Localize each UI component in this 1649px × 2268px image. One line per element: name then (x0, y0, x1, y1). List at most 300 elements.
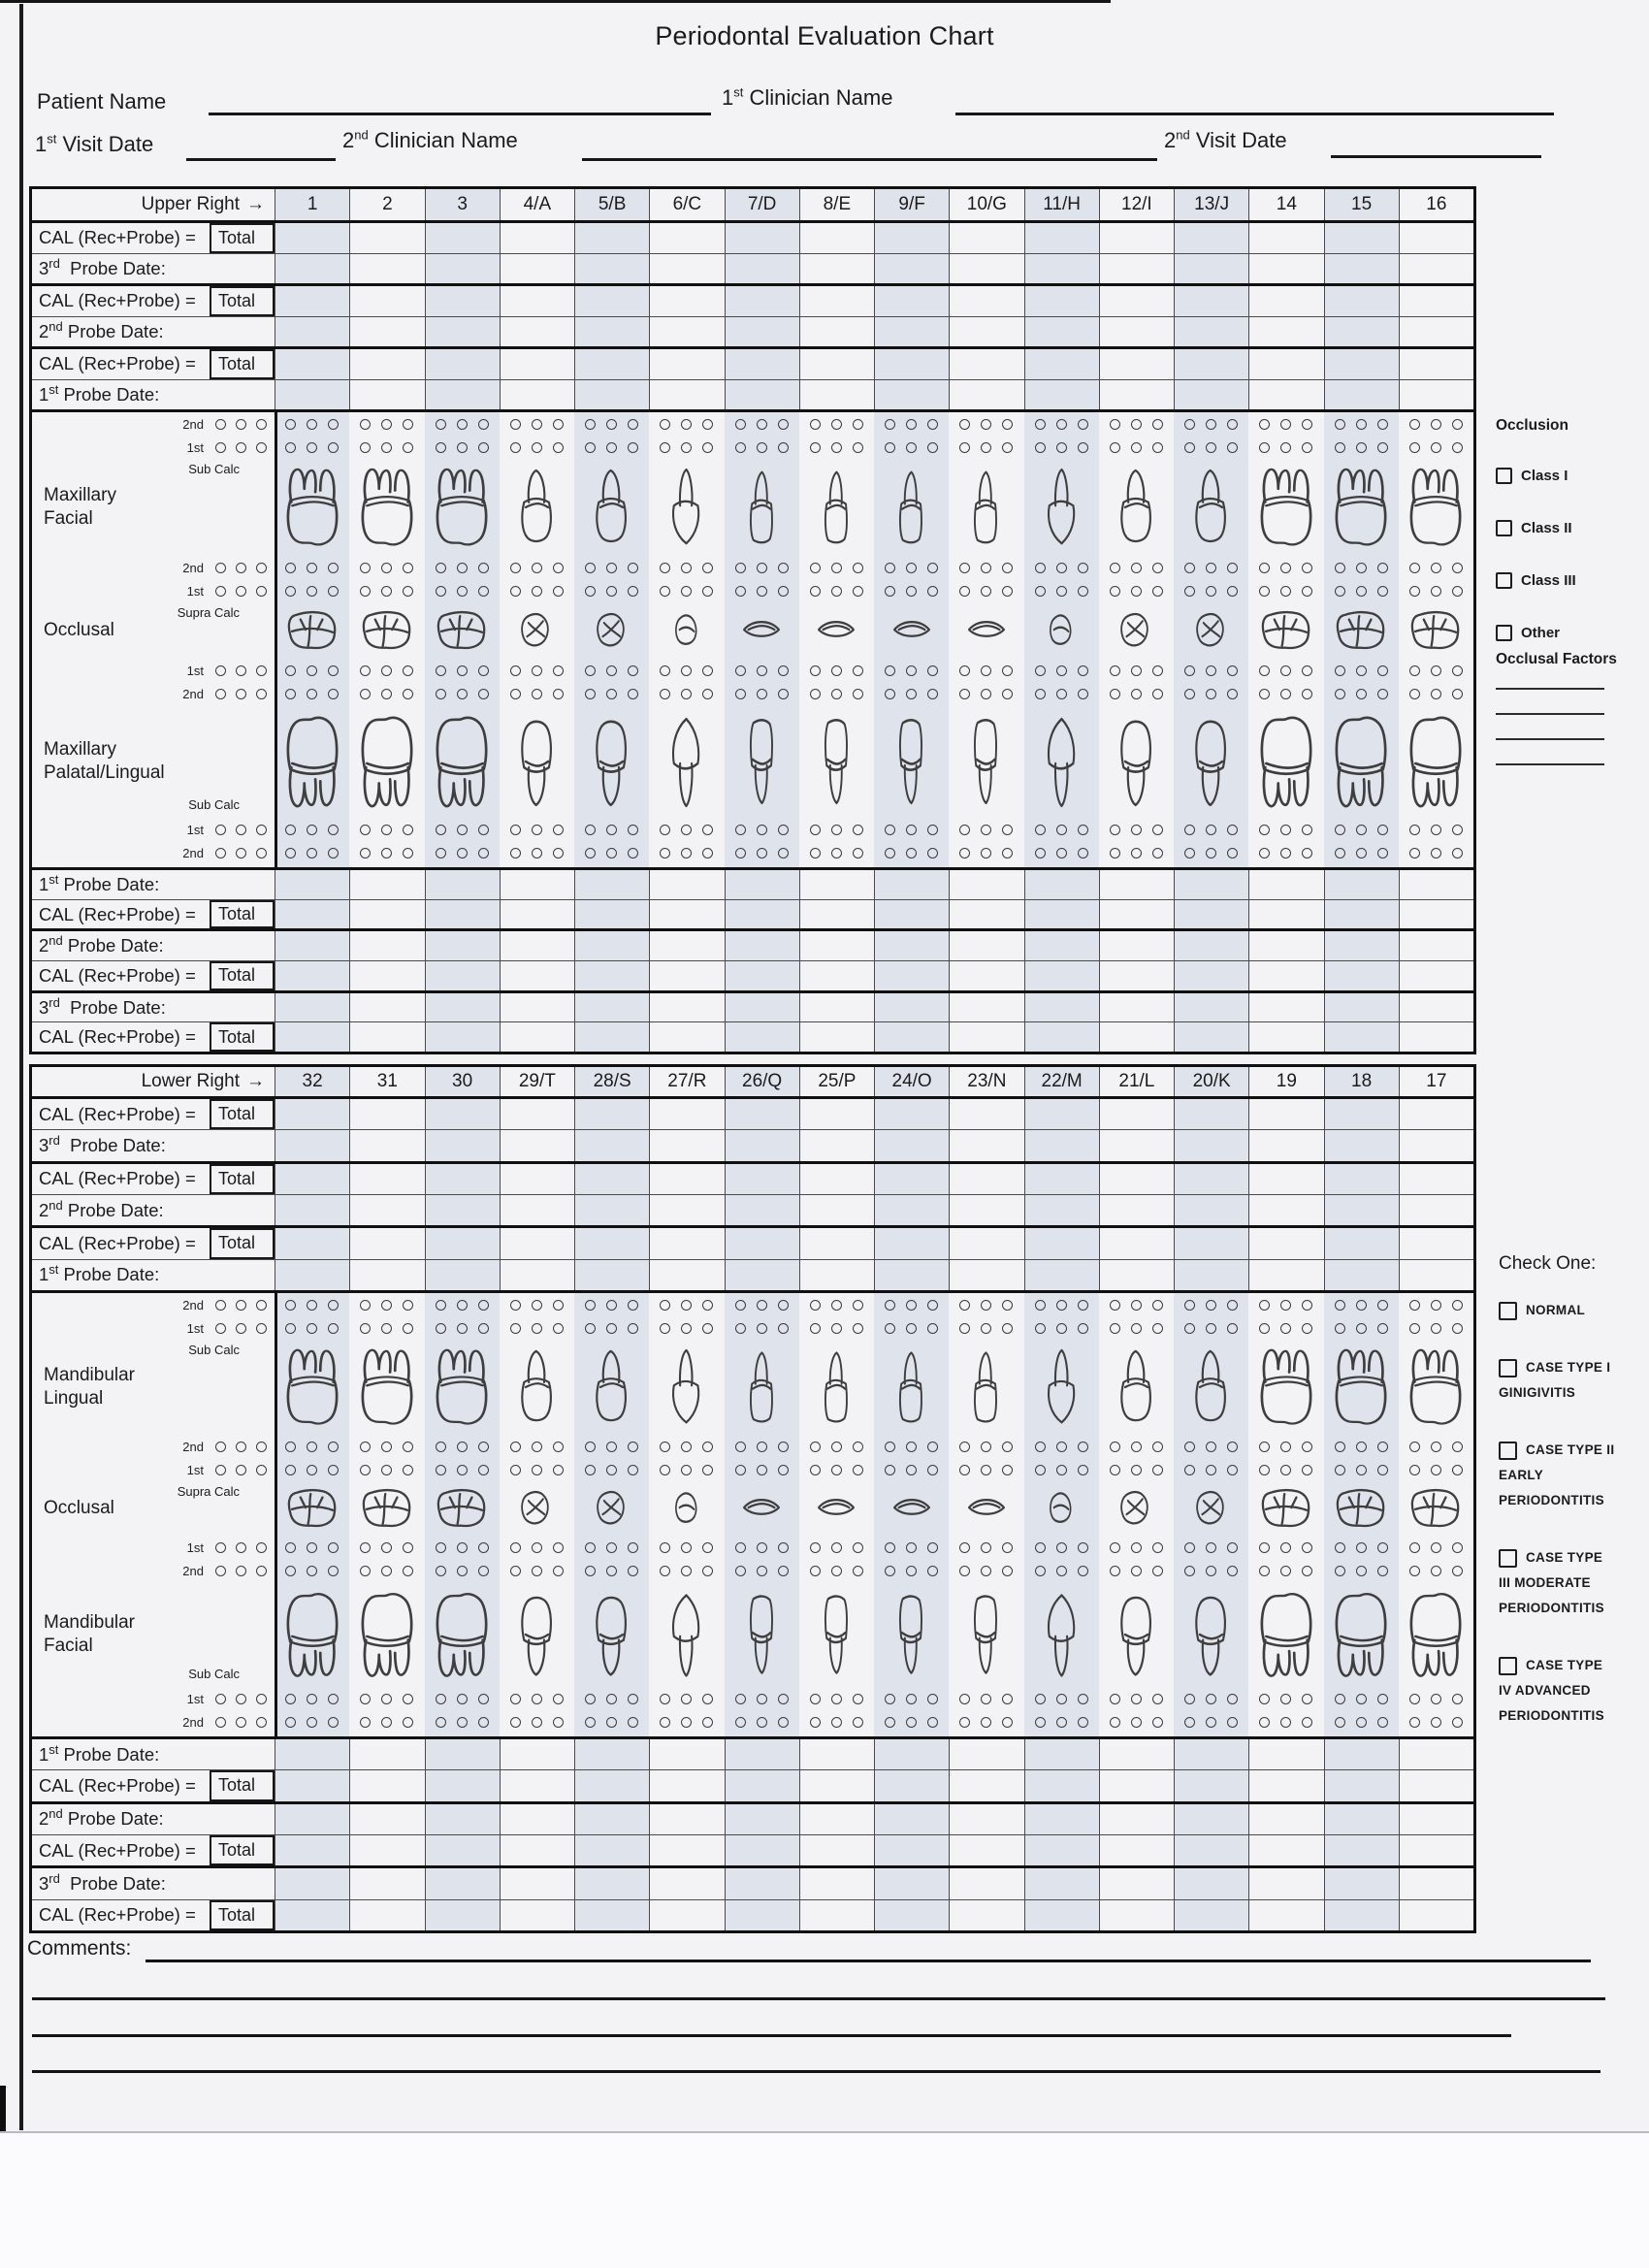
probe-site-circle[interactable] (1078, 1566, 1088, 1576)
probe-entry-cell[interactable] (425, 254, 500, 284)
probe-site-circle[interactable] (285, 563, 296, 573)
probe-entry-cell[interactable] (1174, 254, 1248, 284)
probe-entry-cell[interactable] (649, 1739, 724, 1769)
probe-site-circle[interactable] (1227, 442, 1238, 453)
probe-entry-cell[interactable] (874, 1868, 949, 1898)
probe-site-circle[interactable] (360, 419, 371, 430)
probe-entry-cell[interactable] (500, 1130, 574, 1160)
probe-site-circle[interactable] (307, 1542, 317, 1553)
probe-site-circle[interactable] (1056, 1566, 1067, 1576)
probe-entry-cell[interactable] (500, 961, 574, 990)
probe-site-circle[interactable] (403, 1717, 413, 1728)
probe-site-circle[interactable] (927, 442, 938, 453)
probe-site-circle[interactable] (215, 1323, 226, 1334)
probe-site-circle[interactable] (510, 586, 521, 597)
probe-site-circle[interactable] (1002, 586, 1013, 597)
probe-entry-cell[interactable] (1399, 993, 1473, 1022)
probe-entry-cell[interactable] (1024, 1835, 1099, 1865)
probe-site-circle[interactable] (457, 848, 468, 859)
probe-entry-cell[interactable] (1024, 1804, 1099, 1834)
probe-site-circle[interactable] (906, 1323, 917, 1334)
probe-site-circle[interactable] (702, 1300, 713, 1311)
probe-site-circle[interactable] (403, 563, 413, 573)
probe-site-circle[interactable] (1110, 419, 1120, 430)
probe-site-circle[interactable] (981, 1323, 991, 1334)
probe-site-circle[interactable] (1056, 419, 1067, 430)
probe-entry-cell[interactable] (1174, 286, 1248, 316)
probe-site-circle[interactable] (256, 1566, 267, 1576)
probe-site-circle[interactable] (236, 442, 246, 453)
probe-site-circle[interactable] (328, 1694, 339, 1704)
probe-site-circle[interactable] (981, 419, 991, 430)
probe-site-circle[interactable] (831, 848, 842, 859)
probe-entry-cell[interactable] (1399, 1260, 1473, 1290)
probe-site-circle[interactable] (585, 665, 596, 676)
probe-entry-cell[interactable] (1099, 1260, 1174, 1290)
probe-site-circle[interactable] (735, 825, 746, 835)
probe-entry-cell[interactable] (1099, 1804, 1174, 1834)
probe-entry-cell[interactable] (1324, 1164, 1399, 1194)
probe-site-circle[interactable] (681, 586, 692, 597)
probe-site-circle[interactable] (585, 1465, 596, 1475)
probe-site-circle[interactable] (735, 1442, 746, 1452)
probe-site-circle[interactable] (1206, 586, 1216, 597)
probe-entry-cell[interactable] (1399, 286, 1473, 316)
probe-site-circle[interactable] (1110, 1323, 1120, 1334)
probe-site-circle[interactable] (681, 665, 692, 676)
probe-site-circle[interactable] (328, 419, 339, 430)
probe-site-circle[interactable] (810, 1442, 821, 1452)
probe-site-circle[interactable] (906, 442, 917, 453)
probe-site-circle[interactable] (628, 1694, 638, 1704)
probe-entry-cell[interactable] (1099, 1022, 1174, 1052)
probe-site-circle[interactable] (1152, 1566, 1163, 1576)
probe-site-circle[interactable] (1035, 1442, 1046, 1452)
probe-site-circle[interactable] (981, 1542, 991, 1553)
probe-site-circle[interactable] (810, 1717, 821, 1728)
probe-entry-cell[interactable] (349, 1868, 424, 1898)
probe-site-circle[interactable] (681, 1542, 692, 1553)
probe-site-circle[interactable] (285, 1465, 296, 1475)
probe-site-circle[interactable] (628, 1300, 638, 1311)
probe-entry-cell[interactable] (349, 931, 424, 960)
probe-site-circle[interactable] (853, 825, 863, 835)
probe-site-circle[interactable] (1131, 1566, 1142, 1576)
probe-site-circle[interactable] (959, 442, 970, 453)
probe-site-circle[interactable] (1356, 1465, 1367, 1475)
probe-entry-cell[interactable] (649, 961, 724, 990)
probe-site-circle[interactable] (403, 442, 413, 453)
probe-site-circle[interactable] (457, 1542, 468, 1553)
probe-site-circle[interactable] (810, 848, 821, 859)
probe-site-circle[interactable] (553, 848, 564, 859)
probe-entry-cell[interactable] (1024, 254, 1099, 284)
probe-site-circle[interactable] (510, 442, 521, 453)
probe-entry-cell[interactable] (949, 1228, 1023, 1258)
probe-site-circle[interactable] (1206, 1300, 1216, 1311)
probe-site-circle[interactable] (927, 848, 938, 859)
probe-site-circle[interactable] (810, 1465, 821, 1475)
probe-site-circle[interactable] (1056, 1442, 1067, 1452)
probe-site-circle[interactable] (1280, 689, 1291, 699)
probe-site-circle[interactable] (1056, 1323, 1067, 1334)
probe-site-circle[interactable] (532, 1442, 542, 1452)
probe-site-circle[interactable] (606, 563, 617, 573)
probe-site-circle[interactable] (328, 586, 339, 597)
probe-site-circle[interactable] (532, 825, 542, 835)
probe-site-circle[interactable] (585, 848, 596, 859)
probe-entry-cell[interactable] (500, 1195, 574, 1225)
probe-site-circle[interactable] (553, 586, 564, 597)
probe-site-circle[interactable] (1431, 665, 1441, 676)
probe-site-circle[interactable] (831, 1300, 842, 1311)
probe-site-circle[interactable] (1452, 586, 1463, 597)
probe-site-circle[interactable] (307, 825, 317, 835)
probe-entry-cell[interactable] (949, 1868, 1023, 1898)
probe-site-circle[interactable] (457, 419, 468, 430)
probe-site-circle[interactable] (681, 419, 692, 430)
probe-site-circle[interactable] (681, 1717, 692, 1728)
probe-entry-cell[interactable] (799, 1804, 874, 1834)
probe-site-circle[interactable] (307, 442, 317, 453)
probe-entry-cell[interactable] (275, 961, 349, 990)
probe-site-circle[interactable] (1206, 665, 1216, 676)
probe-site-circle[interactable] (1035, 689, 1046, 699)
probe-site-circle[interactable] (906, 1465, 917, 1475)
probe-entry-cell[interactable] (799, 1770, 874, 1800)
probe-site-circle[interactable] (1377, 689, 1388, 699)
probe-entry-cell[interactable] (425, 1770, 500, 1800)
probe-site-circle[interactable] (927, 1442, 938, 1452)
probe-site-circle[interactable] (1184, 825, 1195, 835)
probe-site-circle[interactable] (606, 442, 617, 453)
probe-entry-cell[interactable] (349, 1260, 424, 1290)
probe-site-circle[interactable] (553, 1694, 564, 1704)
probe-site-circle[interactable] (1409, 1542, 1420, 1553)
probe-site-circle[interactable] (885, 1694, 895, 1704)
probe-site-circle[interactable] (927, 665, 938, 676)
probe-site-circle[interactable] (436, 1717, 446, 1728)
probe-entry-cell[interactable] (725, 1835, 799, 1865)
probe-entry-cell[interactable] (874, 1739, 949, 1769)
probe-entry-cell[interactable] (1174, 1804, 1248, 1834)
probe-entry-cell[interactable] (649, 317, 724, 347)
probe-site-circle[interactable] (1431, 419, 1441, 430)
probe-entry-cell[interactable] (500, 900, 574, 929)
probe-site-circle[interactable] (1356, 586, 1367, 597)
probe-site-circle[interactable] (735, 1542, 746, 1553)
probe-site-circle[interactable] (510, 563, 521, 573)
probe-site-circle[interactable] (1056, 1694, 1067, 1704)
probe-site-circle[interactable] (1131, 848, 1142, 859)
probe-entry-cell[interactable] (275, 349, 349, 379)
probe-site-circle[interactable] (585, 419, 596, 430)
probe-entry-cell[interactable] (949, 286, 1023, 316)
probe-site-circle[interactable] (1409, 586, 1420, 597)
probe-entry-cell[interactable] (1324, 1022, 1399, 1052)
probe-site-circle[interactable] (1452, 1442, 1463, 1452)
probe-site-circle[interactable] (328, 1542, 339, 1553)
probe-site-circle[interactable] (1335, 419, 1345, 430)
probe-entry-cell[interactable] (874, 1804, 949, 1834)
probe-site-circle[interactable] (532, 665, 542, 676)
probe-site-circle[interactable] (1056, 825, 1067, 835)
probe-site-circle[interactable] (660, 1300, 670, 1311)
probe-site-circle[interactable] (215, 665, 226, 676)
probe-entry-cell[interactable] (425, 870, 500, 899)
probe-site-circle[interactable] (1227, 1465, 1238, 1475)
case-type-checkbox[interactable] (1499, 1359, 1517, 1377)
probe-site-circle[interactable] (981, 442, 991, 453)
probe-entry-cell[interactable] (1399, 1900, 1473, 1930)
probe-site-circle[interactable] (436, 586, 446, 597)
probe-site-circle[interactable] (757, 848, 767, 859)
probe-site-circle[interactable] (959, 1323, 970, 1334)
probe-entry-cell[interactable] (874, 1260, 949, 1290)
probe-site-circle[interactable] (436, 419, 446, 430)
probe-entry-cell[interactable] (349, 317, 424, 347)
probe-site-circle[interactable] (810, 825, 821, 835)
probe-site-circle[interactable] (1056, 563, 1067, 573)
probe-site-circle[interactable] (1035, 848, 1046, 859)
probe-site-circle[interactable] (660, 1323, 670, 1334)
probe-site-circle[interactable] (681, 848, 692, 859)
probe-site-circle[interactable] (236, 1442, 246, 1452)
probe-site-circle[interactable] (885, 1566, 895, 1576)
probe-site-circle[interactable] (328, 1717, 339, 1728)
probe-entry-cell[interactable] (1174, 900, 1248, 929)
probe-site-circle[interactable] (307, 1717, 317, 1728)
probe-site-circle[interactable] (1035, 586, 1046, 597)
probe-site-circle[interactable] (1056, 1300, 1067, 1311)
probe-entry-cell[interactable] (949, 1195, 1023, 1225)
probe-entry-cell[interactable] (799, 1835, 874, 1865)
probe-site-circle[interactable] (735, 419, 746, 430)
probe-site-circle[interactable] (778, 1300, 789, 1311)
probe-entry-cell[interactable] (1099, 1835, 1174, 1865)
probe-entry-cell[interactable] (1399, 1739, 1473, 1769)
probe-site-circle[interactable] (478, 825, 489, 835)
probe-site-circle[interactable] (436, 1694, 446, 1704)
probe-site-circle[interactable] (853, 419, 863, 430)
probe-site-circle[interactable] (757, 1442, 767, 1452)
probe-site-circle[interactable] (1280, 1694, 1291, 1704)
probe-site-circle[interactable] (1035, 1465, 1046, 1475)
probe-site-circle[interactable] (757, 665, 767, 676)
probe-site-circle[interactable] (1280, 1442, 1291, 1452)
probe-site-circle[interactable] (1002, 848, 1013, 859)
probe-site-circle[interactable] (1302, 1442, 1312, 1452)
probe-site-circle[interactable] (1078, 1542, 1088, 1553)
occlusion-checkbox[interactable] (1496, 520, 1512, 536)
probe-site-circle[interactable] (360, 665, 371, 676)
probe-site-circle[interactable] (553, 665, 564, 676)
probe-site-circle[interactable] (585, 1323, 596, 1334)
probe-site-circle[interactable] (1431, 1323, 1441, 1334)
probe-site-circle[interactable] (1056, 442, 1067, 453)
probe-site-circle[interactable] (585, 825, 596, 835)
probe-site-circle[interactable] (981, 1465, 991, 1475)
probe-entry-cell[interactable] (725, 961, 799, 990)
probe-site-circle[interactable] (1035, 1566, 1046, 1576)
probe-site-circle[interactable] (981, 689, 991, 699)
probe-site-circle[interactable] (553, 1717, 564, 1728)
probe-site-circle[interactable] (1078, 825, 1088, 835)
probe-site-circle[interactable] (1259, 848, 1270, 859)
probe-entry-cell[interactable] (275, 1835, 349, 1865)
probe-site-circle[interactable] (256, 1717, 267, 1728)
probe-site-circle[interactable] (628, 1442, 638, 1452)
probe-site-circle[interactable] (1035, 1300, 1046, 1311)
probe-site-circle[interactable] (660, 442, 670, 453)
probe-entry-cell[interactable] (275, 1099, 349, 1129)
probe-site-circle[interactable] (927, 419, 938, 430)
probe-site-circle[interactable] (810, 1300, 821, 1311)
probe-entry-cell[interactable] (649, 380, 724, 410)
probe-site-circle[interactable] (1002, 1323, 1013, 1334)
probe-site-circle[interactable] (959, 1566, 970, 1576)
probe-site-circle[interactable] (660, 825, 670, 835)
probe-site-circle[interactable] (436, 848, 446, 859)
probe-entry-cell[interactable] (1248, 1195, 1323, 1225)
probe-entry-cell[interactable] (874, 1099, 949, 1129)
probe-entry-cell[interactable] (949, 961, 1023, 990)
probe-entry-cell[interactable] (1248, 380, 1323, 410)
probe-site-circle[interactable] (553, 1323, 564, 1334)
probe-site-circle[interactable] (1280, 825, 1291, 835)
probe-site-circle[interactable] (1078, 442, 1088, 453)
probe-entry-cell[interactable] (500, 1228, 574, 1258)
probe-site-circle[interactable] (285, 586, 296, 597)
probe-entry-cell[interactable] (500, 1164, 574, 1194)
probe-entry-cell[interactable] (1174, 1900, 1248, 1930)
probe-entry-cell[interactable] (1248, 254, 1323, 284)
probe-site-circle[interactable] (436, 1300, 446, 1311)
probe-site-circle[interactable] (1280, 1717, 1291, 1728)
probe-site-circle[interactable] (1035, 1717, 1046, 1728)
probe-site-circle[interactable] (853, 848, 863, 859)
probe-entry-cell[interactable] (425, 1868, 500, 1898)
probe-site-circle[interactable] (1356, 1566, 1367, 1576)
probe-site-circle[interactable] (831, 1566, 842, 1576)
probe-site-circle[interactable] (256, 689, 267, 699)
probe-site-circle[interactable] (360, 586, 371, 597)
probe-site-circle[interactable] (1152, 1717, 1163, 1728)
probe-site-circle[interactable] (256, 586, 267, 597)
probe-site-circle[interactable] (360, 1442, 371, 1452)
probe-site-circle[interactable] (1377, 1542, 1388, 1553)
probe-site-circle[interactable] (853, 1465, 863, 1475)
probe-site-circle[interactable] (628, 1323, 638, 1334)
probe-site-circle[interactable] (959, 848, 970, 859)
probe-site-circle[interactable] (532, 1300, 542, 1311)
probe-site-circle[interactable] (1302, 419, 1312, 430)
probe-entry-cell[interactable] (1099, 993, 1174, 1022)
probe-site-circle[interactable] (307, 848, 317, 859)
probe-site-circle[interactable] (660, 689, 670, 699)
probe-site-circle[interactable] (606, 586, 617, 597)
probe-entry-cell[interactable] (500, 870, 574, 899)
probe-site-circle[interactable] (757, 1465, 767, 1475)
probe-entry-cell[interactable] (275, 1868, 349, 1898)
probe-site-circle[interactable] (328, 1300, 339, 1311)
probe-entry-cell[interactable] (574, 286, 649, 316)
probe-site-circle[interactable] (236, 1323, 246, 1334)
probe-entry-cell[interactable] (1174, 1164, 1248, 1194)
probe-entry-cell[interactable] (574, 1099, 649, 1129)
comments-line[interactable] (32, 2070, 1600, 2073)
probe-entry-cell[interactable] (799, 900, 874, 929)
probe-site-circle[interactable] (1259, 442, 1270, 453)
probe-entry-cell[interactable] (349, 1835, 424, 1865)
probe-site-circle[interactable] (1002, 1542, 1013, 1553)
probe-entry-cell[interactable] (425, 1804, 500, 1834)
probe-entry-cell[interactable] (649, 223, 724, 253)
probe-site-circle[interactable] (778, 848, 789, 859)
probe-site-circle[interactable] (885, 689, 895, 699)
probe-site-circle[interactable] (1377, 1300, 1388, 1311)
probe-entry-cell[interactable] (1099, 254, 1174, 284)
probe-site-circle[interactable] (1227, 563, 1238, 573)
occlusion-checkbox[interactable] (1496, 572, 1512, 589)
probe-site-circle[interactable] (1078, 1694, 1088, 1704)
probe-site-circle[interactable] (1409, 1442, 1420, 1452)
probe-site-circle[interactable] (959, 825, 970, 835)
probe-site-circle[interactable] (403, 1542, 413, 1553)
probe-site-circle[interactable] (1206, 825, 1216, 835)
probe-site-circle[interactable] (981, 1300, 991, 1311)
probe-site-circle[interactable] (1002, 665, 1013, 676)
probe-site-circle[interactable] (853, 586, 863, 597)
probe-entry-cell[interactable] (1099, 349, 1174, 379)
probe-site-circle[interactable] (927, 1694, 938, 1704)
probe-site-circle[interactable] (927, 1323, 938, 1334)
probe-site-circle[interactable] (1302, 442, 1312, 453)
probe-site-circle[interactable] (885, 1717, 895, 1728)
probe-entry-cell[interactable] (275, 1195, 349, 1225)
probe-entry-cell[interactable] (649, 1868, 724, 1898)
occlusal-factor-blank[interactable] (1496, 688, 1604, 690)
probe-site-circle[interactable] (735, 1323, 746, 1334)
probe-entry-cell[interactable] (949, 931, 1023, 960)
probe-entry-cell[interactable] (1024, 993, 1099, 1022)
probe-site-circle[interactable] (478, 442, 489, 453)
probe-site-circle[interactable] (510, 1323, 521, 1334)
probe-site-circle[interactable] (757, 1542, 767, 1553)
probe-entry-cell[interactable] (725, 1130, 799, 1160)
probe-entry-cell[interactable] (649, 349, 724, 379)
probe-site-circle[interactable] (307, 1465, 317, 1475)
probe-entry-cell[interactable] (725, 1900, 799, 1930)
probe-entry-cell[interactable] (1324, 223, 1399, 253)
probe-site-circle[interactable] (457, 1300, 468, 1311)
probe-site-circle[interactable] (1335, 665, 1345, 676)
probe-site-circle[interactable] (1335, 848, 1345, 859)
probe-entry-cell[interactable] (1324, 900, 1399, 929)
probe-site-circle[interactable] (553, 563, 564, 573)
probe-entry-cell[interactable] (1174, 317, 1248, 347)
probe-site-circle[interactable] (478, 586, 489, 597)
probe-site-circle[interactable] (681, 825, 692, 835)
probe-site-circle[interactable] (1377, 1323, 1388, 1334)
probe-site-circle[interactable] (959, 1717, 970, 1728)
probe-site-circle[interactable] (1078, 1465, 1088, 1475)
probe-site-circle[interactable] (1078, 419, 1088, 430)
probe-site-circle[interactable] (1056, 1542, 1067, 1553)
probe-site-circle[interactable] (307, 586, 317, 597)
probe-entry-cell[interactable] (349, 961, 424, 990)
probe-site-circle[interactable] (1152, 1442, 1163, 1452)
